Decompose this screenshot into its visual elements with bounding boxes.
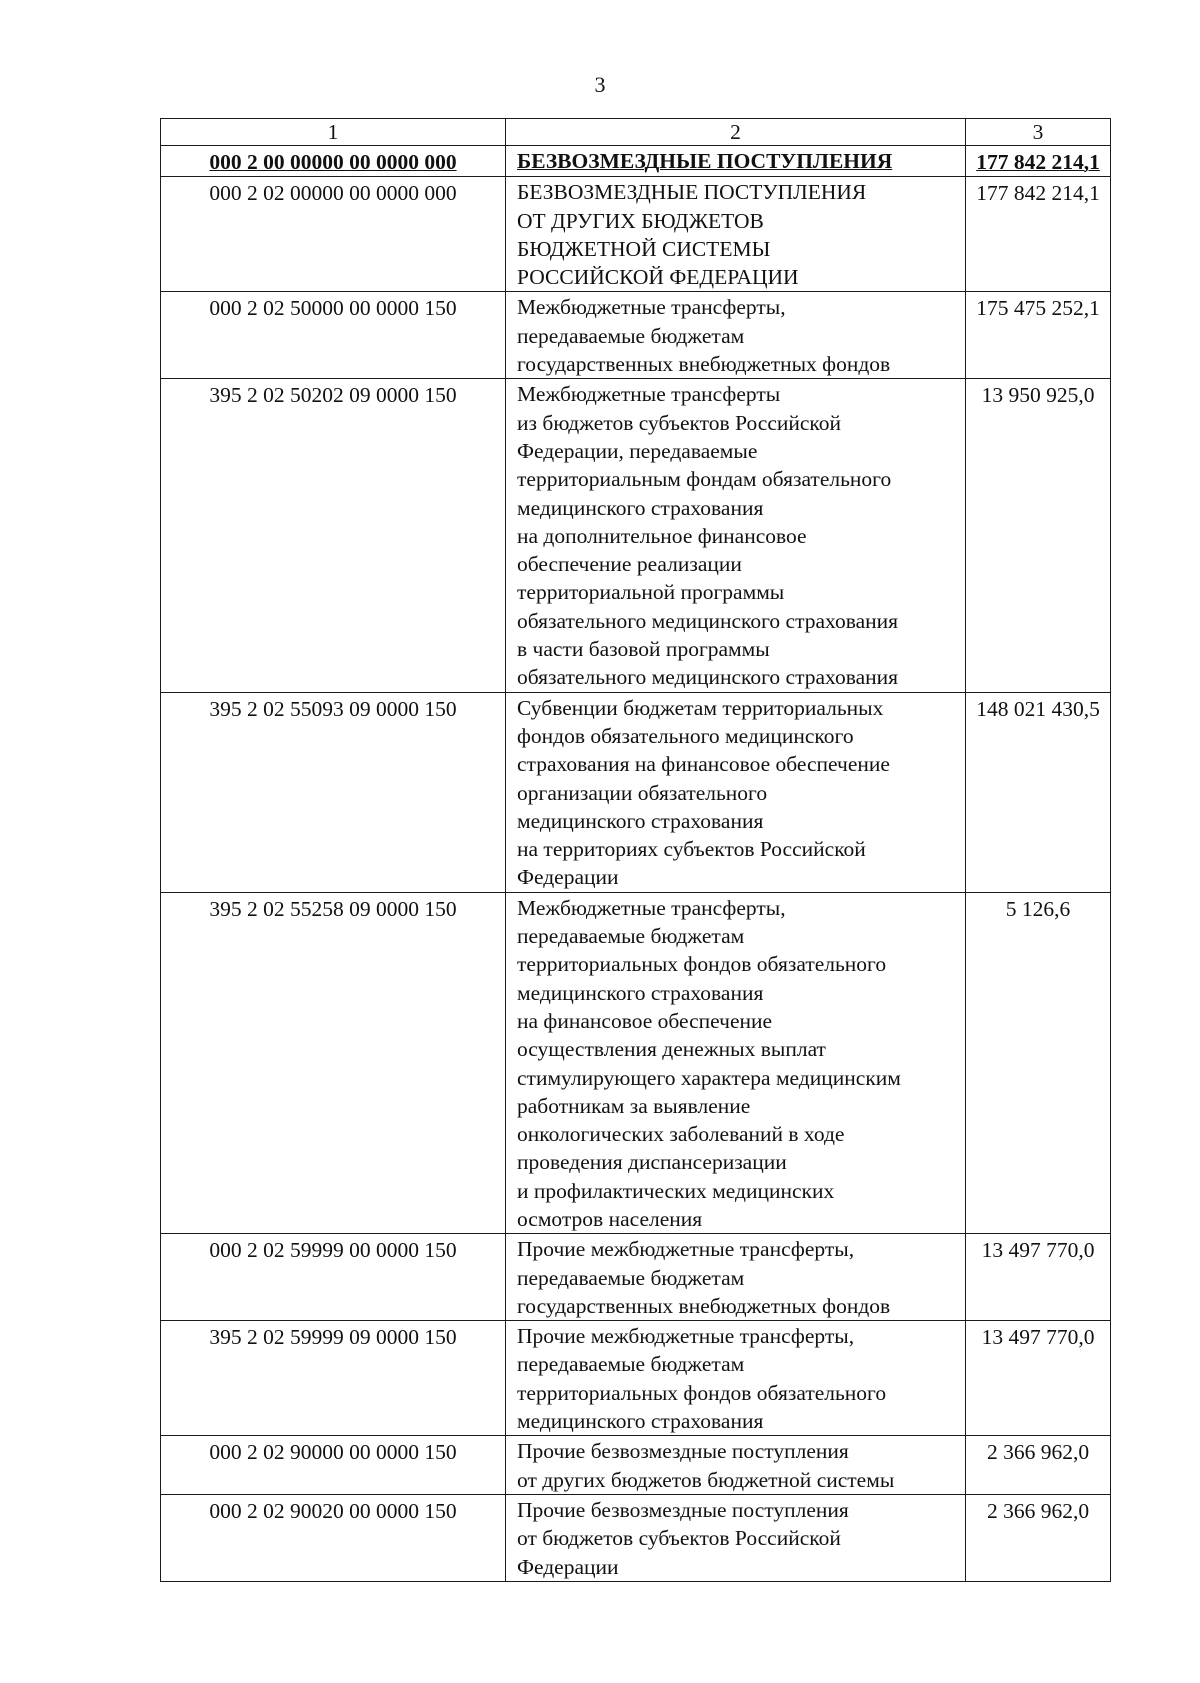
revenue-name-line: Межбюджетные трансферты,: [517, 895, 786, 920]
revenue-name-line: медицинского страхования: [517, 980, 764, 1005]
revenue-name-line: медицинского страхования: [517, 1409, 764, 1434]
revenue-name-line: онкологических заболеваний в ходе: [517, 1122, 845, 1147]
table-header-row: [161, 119, 1111, 146]
amount-cell: 5 126,6: [966, 892, 1111, 1234]
table-row: [161, 146, 1111, 177]
revenue-name-cell: [506, 292, 966, 379]
budget-code-cell: 000 2 00 00000 00 0000 000: [161, 146, 506, 177]
revenue-name-line: работникам за выявление: [517, 1093, 751, 1118]
revenue-name-line: Прочие межбюджетные трансферты,: [517, 1324, 855, 1349]
column-header-1: 1: [161, 119, 506, 146]
table-row: [161, 892, 1111, 1234]
revenue-name-line: территориальных фондов обязательного: [517, 952, 887, 977]
revenue-name-line: и профилактических медицинских: [517, 1178, 835, 1203]
amount-cell: 13 497 770,0: [966, 1321, 1111, 1436]
revenue-name-line: БЕЗВОЗМЕЗДНЫЕ ПОСТУПЛЕНИЯ: [517, 180, 867, 205]
revenue-name-line: обеспечение реализации: [517, 552, 742, 577]
revenue-name-line: обязательного медицинского страхования: [517, 608, 899, 633]
revenue-name-line: Федерации: [517, 1554, 619, 1579]
revenue-name-cell: [506, 1494, 966, 1581]
amount-cell: 2 366 962,0: [966, 1494, 1111, 1581]
revenue-name-line: осуществления денежных выплат: [517, 1037, 826, 1062]
revenue-name-line: передаваемые бюджетам: [517, 924, 745, 949]
revenue-name-line: территориальных фондов обязательного: [517, 1380, 887, 1405]
table-row: [161, 692, 1111, 892]
revenue-name-cell: [506, 1436, 966, 1495]
revenue-name-line: проведения диспансеризации: [517, 1150, 787, 1175]
revenue-name-cell: [506, 1234, 966, 1321]
budget-code-cell: 395 2 02 55258 09 0000 150: [161, 892, 506, 1234]
revenue-name-line: РОССИЙСКОЙ ФЕДЕРАЦИИ: [517, 265, 799, 290]
table-row: [161, 1436, 1111, 1495]
revenue-name-line: страхования на финансовое обеспечение: [517, 752, 890, 777]
revenue-name-line: медицинского страхования: [517, 808, 764, 833]
revenue-name-line: от бюджетов субъектов Российской: [517, 1526, 841, 1551]
revenue-name-line: в части базовой программы: [517, 637, 770, 662]
table-body: [161, 119, 1111, 1582]
revenue-name-line: Межбюджетные трансферты: [517, 382, 781, 407]
revenue-name-line: передаваемые бюджетам: [517, 1352, 745, 1377]
revenue-name-cell: [506, 692, 966, 892]
amount-cell: 175 475 252,1: [966, 292, 1111, 379]
revenue-name-line: из бюджетов субъектов Российской: [517, 410, 842, 435]
revenue-name-line: осмотров населения: [517, 1206, 703, 1231]
revenue-name-cell: [506, 892, 966, 1234]
revenue-name-line: организации обязательного: [517, 780, 768, 805]
column-header-2: 2: [506, 119, 966, 146]
table-row: [161, 1234, 1111, 1321]
budget-code-cell: 000 2 02 90000 00 0000 150: [161, 1436, 506, 1495]
column-header-3: 3: [966, 119, 1111, 146]
revenue-name-line: Субвенции бюджетам территориальных: [517, 695, 884, 720]
revenue-name-line: на финансовое обеспечение: [517, 1008, 773, 1033]
budget-code-cell: 395 2 02 50202 09 0000 150: [161, 379, 506, 692]
revenue-table: [160, 118, 1111, 1582]
revenue-name-cell: [506, 177, 966, 292]
table-row: [161, 1494, 1111, 1581]
revenue-name-line: Прочие безвозмездные поступления: [517, 1497, 849, 1522]
revenue-name-line: Прочие межбюджетные трансферты,: [517, 1237, 855, 1262]
budget-code-cell: 000 2 02 50000 00 0000 150: [161, 292, 506, 379]
revenue-name-line: ОТ ДРУГИХ БЮДЖЕТОВ: [517, 208, 764, 233]
revenue-name-line: от других бюджетов бюджетной системы: [517, 1467, 895, 1492]
revenue-name-line: передаваемые бюджетам: [517, 323, 745, 348]
page-number: 3: [594, 72, 606, 97]
revenue-name-line: Федерации, передаваемые: [517, 438, 758, 463]
budget-code-cell: 000 2 02 90020 00 0000 150: [161, 1494, 506, 1581]
table-row: [161, 1321, 1111, 1436]
amount-cell: 2 366 962,0: [966, 1436, 1111, 1495]
budget-code-cell: 000 2 02 00000 00 0000 000: [161, 177, 506, 292]
revenue-name-line: государственных внебюджетных фондов: [517, 352, 891, 377]
revenue-name-line: медицинского страхования: [517, 495, 764, 520]
revenue-name-line: передаваемые бюджетам: [517, 1265, 745, 1290]
table-row: [161, 177, 1111, 292]
revenue-name-line: Федерации: [517, 865, 619, 890]
budget-code-cell: 395 2 02 55093 09 0000 150: [161, 692, 506, 892]
revenue-name-cell: [506, 379, 966, 692]
revenue-name-line: стимулирующего характера медицинским: [517, 1065, 901, 1090]
revenue-name-line: БЮДЖЕТНОЙ СИСТЕМЫ: [517, 236, 771, 261]
amount-cell: 177 842 214,1: [966, 146, 1111, 177]
revenue-name-line: территориальной программы: [517, 580, 785, 605]
amount-cell: 148 021 430,5: [966, 692, 1111, 892]
revenue-name-cell: [506, 1321, 966, 1436]
revenue-name-line: на территориях субъектов Российской: [517, 837, 866, 862]
revenue-name-line: БЕЗВОЗМЕЗДНЫЕ ПОСТУПЛЕНИЯ: [517, 149, 893, 173]
revenue-name-cell: [506, 146, 966, 177]
revenue-name-line: фондов обязательного медицинского: [517, 723, 854, 748]
revenue-name-line: территориальным фондам обязательного: [517, 467, 892, 492]
revenue-name-line: обязательного медицинского страхования: [517, 665, 899, 690]
amount-cell: 177 842 214,1: [966, 177, 1111, 292]
budget-code-cell: 000 2 02 59999 00 0000 150: [161, 1234, 506, 1321]
revenue-name-line: на дополнительное финансовое: [517, 523, 807, 548]
amount-cell: 13 950 925,0: [966, 379, 1111, 692]
amount-cell: 13 497 770,0: [966, 1234, 1111, 1321]
revenue-name-line: Межбюджетные трансферты,: [517, 295, 786, 320]
budget-code-cell: 395 2 02 59999 09 0000 150: [161, 1321, 506, 1436]
revenue-name-line: государственных внебюджетных фондов: [517, 1293, 891, 1318]
table-row: [161, 292, 1111, 379]
revenue-name-line: Прочие безвозмездные поступления: [517, 1439, 849, 1464]
table-row: [161, 379, 1111, 692]
